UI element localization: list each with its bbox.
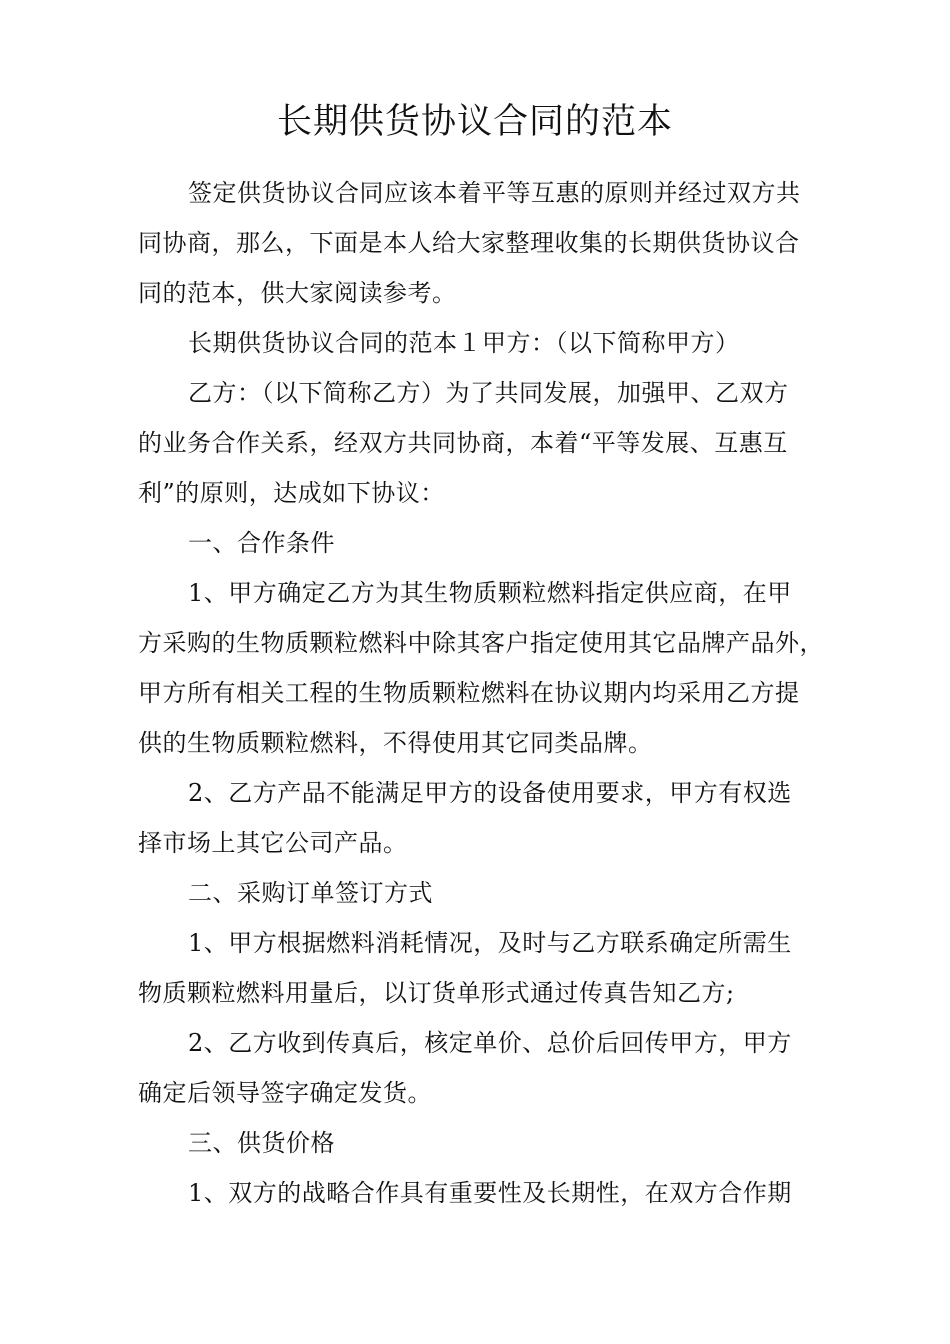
text-line: 确定后领导签字确定发货。 bbox=[138, 1079, 432, 1107]
text-line: 择市场上其它公司产品。 bbox=[138, 829, 408, 857]
document-body bbox=[138, 168, 838, 1218]
text-line: 2、乙方收到传真后，核定单价、总价后回传甲方，甲方 bbox=[188, 1029, 792, 1057]
text-line: 1、甲方确定乙方为其生物质颗粒燃料指定供应商，在甲 bbox=[188, 579, 792, 607]
text-line: 一、合作条件 bbox=[188, 529, 335, 557]
text-line: 长期供货协议合同的范本１甲方：（以下简称甲方） bbox=[188, 329, 740, 357]
document-title: 长期供货协议合同的范本 bbox=[276, 102, 673, 142]
text-line: 方采购的生物质颗粒燃料中除其客户指定使用其它品牌产品外， bbox=[138, 629, 824, 657]
text-line: 同的范本，供大家阅读参考。 bbox=[138, 279, 457, 307]
text-line: 乙方：（以下简称乙方）为了共同发展，加强甲、乙双方 bbox=[188, 379, 789, 407]
text-line: 三、供货价格 bbox=[188, 1129, 335, 1157]
text-line: 1、甲方根据燃料消耗情况，及时与乙方联系确定所需生 bbox=[188, 929, 792, 957]
text-line: 同协商，那么，下面是本人给大家整理收集的长期供货协议合 bbox=[138, 229, 800, 257]
text-line: 1、双方的战略合作具有重要性及长期性，在双方合作期 bbox=[188, 1179, 792, 1207]
text-line: 供的生物质颗粒燃料，不得使用其它同类品牌。 bbox=[138, 729, 653, 757]
text-line: 签定供货协议合同应该本着平等互惠的原则并经过双方共 bbox=[188, 179, 801, 207]
text-line: 二、采购订单签订方式 bbox=[188, 879, 433, 907]
text-line: 甲方所有相关工程的生物质颗粒燃料在协议期内均采用乙方提 bbox=[138, 679, 800, 707]
text-line: 物质颗粒燃料用量后，以订货单形式通过传真告知乙方; bbox=[138, 979, 735, 1007]
text-line: 2、乙方产品不能满足甲方的设备使用要求，甲方有权选 bbox=[188, 779, 792, 807]
text-line: 的业务合作关系，经双方共同协商，本着“平等发展、互惠互 bbox=[138, 429, 788, 457]
text-line: 利”的原则，达成如下协议： bbox=[138, 479, 445, 507]
